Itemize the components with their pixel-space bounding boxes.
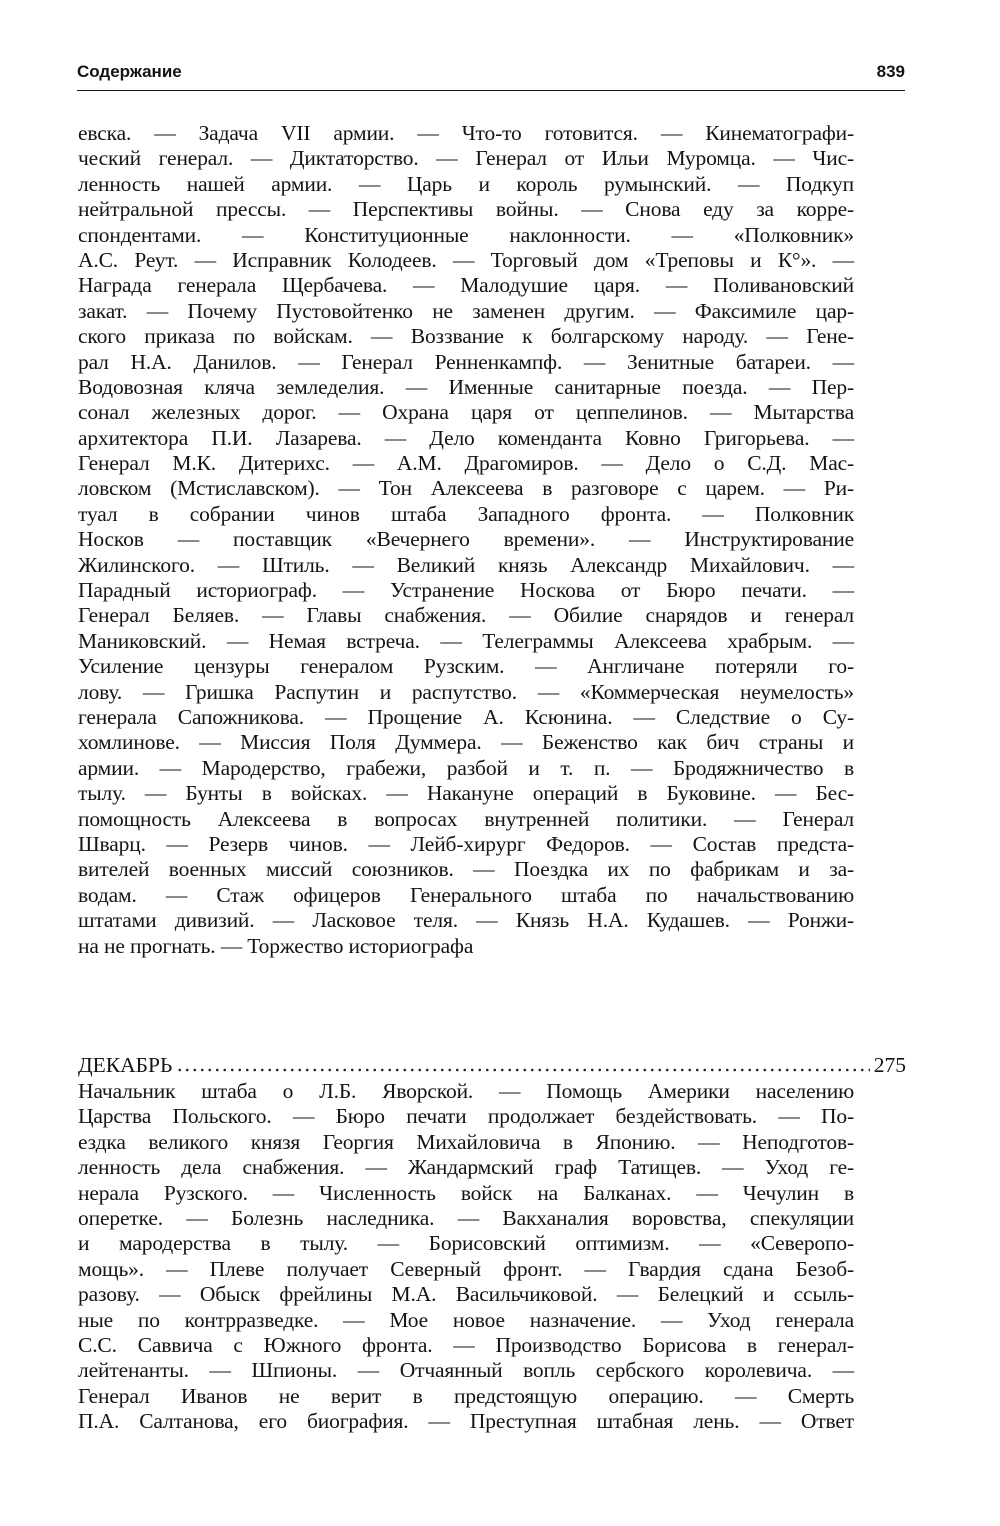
text-line: нейтральной прессы. — Перспективы войны. — Снова еду за корре- bbox=[78, 197, 854, 222]
text-line: Носков — поставщик «Вечернего времени». — Инструктирование bbox=[78, 527, 854, 552]
text-line: на не прогнать. — Торжество историографа bbox=[78, 933, 474, 958]
text-line: ческий генерал. — Диктаторство. — Генерал от Ильи Муромца. — Чис- bbox=[78, 146, 854, 171]
text-line: Генерал Беляев. — Главы снабжения. — Обилие снарядов и генерал bbox=[78, 603, 854, 628]
text-line: Усиление цензуры генералом Рузским. — Англичане потеряли го- bbox=[78, 654, 854, 679]
text-line: ездка великого князя Георгия Михайловича в Японию. — Неподготов- bbox=[78, 1129, 854, 1154]
text-line: Царства Польского. — Бюро печати продолжает бездействовать. — По- bbox=[78, 1104, 854, 1129]
text-line: ные по контрразведке. — Мое новое назначение. — Уход генерала bbox=[78, 1307, 854, 1332]
text-line: ленность нашей армии. — Царь и король румынский. — Подкуп bbox=[78, 171, 854, 196]
running-head bbox=[77, 60, 905, 84]
section-title: Содержание bbox=[77, 62, 182, 81]
entry-text bbox=[78, 1079, 854, 1434]
toc-entry-heading bbox=[78, 1052, 906, 1078]
text-line: и мародерства в тылу. — Борисовский оптимизм. — «Северопо- bbox=[78, 1231, 854, 1256]
text-line: армии. — Мародерство, грабежи, разбой и т. п. — Бродяжничество в bbox=[78, 755, 854, 780]
text-line: Награда генерала Щербачева. — Малодушие царя. — Поливановский bbox=[78, 273, 854, 298]
text-line: архитектора П.И. Лазарева. — Дело коменданта Ковно Григорьева. — bbox=[78, 425, 854, 450]
text-line: лову. — Гришка Распутин и распутство. — «Коммерческая неумелость» bbox=[78, 679, 854, 704]
text-line: евска. — Задача VII армии. — Что-то готовится. — Кинематографи- bbox=[78, 121, 854, 145]
text-line: помощность Алексеева в вопросах внутренней политики. — Генерал bbox=[78, 806, 854, 831]
text-line: нерала Рузского. — Численность войск на Балканах. — Чечулин в bbox=[78, 1180, 854, 1205]
previous-entry-text bbox=[78, 121, 854, 959]
text-line: Водовозная кляча земледелия. — Именные санитарные поезда. — Пер- bbox=[78, 374, 854, 399]
text-line: штатами дивизий. — Ласковое теля. — Князь Н.А. Кудашев. — Ронжи- bbox=[78, 908, 854, 933]
text-line: ловском (Мстиславском). — Тон Алексеева в разговоре с царем. — Ри- bbox=[78, 476, 854, 501]
text-line: ского приказа по войскам. — Воззвание к болгарскому народу. — Гене- bbox=[78, 324, 854, 349]
dot-leader bbox=[176, 1068, 869, 1072]
text-line: П.А. Салтанова, его биография. — Преступная штабная лень. — Ответ bbox=[78, 1409, 854, 1434]
text-line: лейтенанты. — Шпионы. — Отчаянный вопль сербского королевича. — bbox=[78, 1358, 854, 1383]
header-rule bbox=[77, 90, 905, 91]
text-line: водам. — Стаж офицеров Генерального штаба по начальствованию bbox=[78, 882, 854, 907]
text-line: разову. — Обыск фрейлины М.А. Васильчиковой. — Белецкий и ссыль- bbox=[78, 1282, 854, 1307]
text-line: рал Н.А. Данилов. — Генерал Ренненкампф. — Зенитные батареи. — bbox=[78, 349, 854, 374]
text-line: мощь». — Плеве получает Северный фронт. — Гвардия сдана Безоб- bbox=[78, 1256, 854, 1281]
text-line: Генерал М.К. Дитерихс. — А.М. Драгомиров. — Дело о С.Д. Мас- bbox=[78, 451, 854, 476]
text-line: Жилинского. — Штиль. — Великий князь Александр Михайлович. — bbox=[78, 552, 854, 577]
text-line: вителей военных миссий союзников. — Поездка их по фабрикам и за- bbox=[78, 857, 854, 882]
text-line: Начальник штаба о Л.Б. Яворской. — Помощь Америки населению bbox=[78, 1079, 854, 1103]
text-line: спондентами. — Конституционные наклонности. — «Полковник» bbox=[78, 222, 854, 247]
entry-page-number: 275 bbox=[873, 1053, 906, 1077]
text-line: С.С. Саввича с Южного фронта. — Производство Борисова в генерал- bbox=[78, 1332, 854, 1357]
entry-title: ДЕКАБРЬ bbox=[78, 1053, 173, 1077]
text-line: А.С. Реут. — Исправник Колодеев. — Торговый дом «Треповы и К°». — bbox=[78, 247, 854, 272]
text-line: Маниковский. — Немая встреча. — Телеграммы Алексеева храбрым. — bbox=[78, 628, 854, 653]
text-line: генерала Сапожникова. — Прощение А. Ксюнина. — Следствие о Су- bbox=[78, 704, 854, 729]
text-line: Шварц. — Резерв чинов. — Лейб-хирург Федоров. — Состав предста- bbox=[78, 831, 854, 856]
text-line: ленность дела снабжения. — Жандармский граф Татищев. — Уход ге- bbox=[78, 1155, 854, 1180]
text-line: туал в собрании чинов штаба Западного фронта. — Полковник bbox=[78, 501, 854, 526]
text-line: закат. — Почему Пустовойтенко не заменен другим. — Факсимиле цар- bbox=[78, 298, 854, 323]
page-number: 839 bbox=[876, 62, 905, 81]
text-line: хомлинове. — Миссия Поля Думмера. — Беженство как бич страны и bbox=[78, 730, 854, 755]
text-line: Генерал Иванов не верит в предстоящую операцию. — Смерть bbox=[78, 1383, 854, 1408]
text-line: сонал железных дорог. — Охрана царя от цеппелинов. — Мытарства bbox=[78, 400, 854, 425]
text-line: тылу. — Бунты в войсках. — Накануне операций в Буковине. — Бес- bbox=[78, 781, 854, 806]
text-line: Парадный историограф. — Устранение Носкова от Бюро печати. — bbox=[78, 578, 854, 603]
text-line: оперетке. — Болезнь наследника. — Вакханалия воровства, спекуляции bbox=[78, 1205, 854, 1230]
